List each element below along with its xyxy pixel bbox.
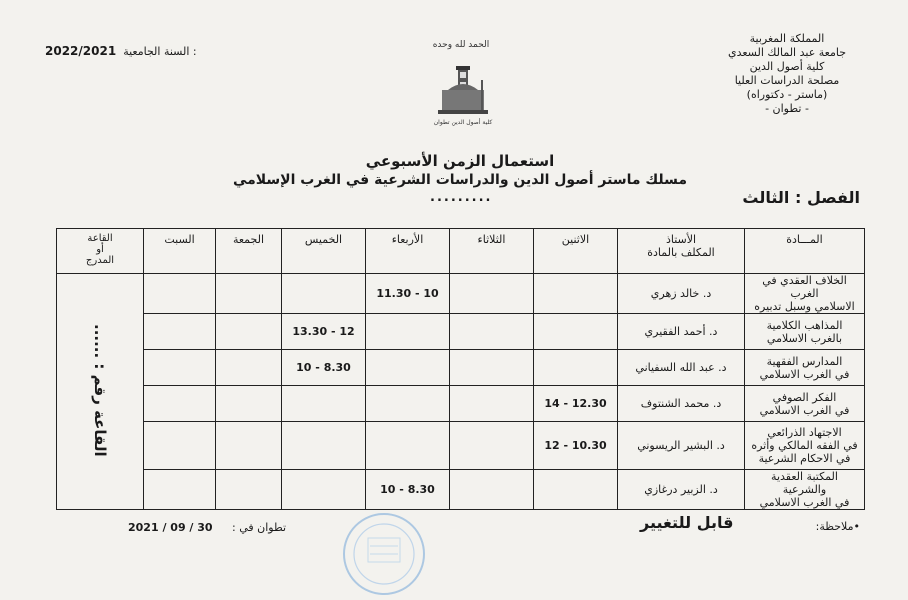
professor-cell: د. محمد الشنتوف (618, 386, 745, 422)
time-cell (144, 314, 216, 350)
header-saturday: السبت (144, 229, 216, 274)
time-cell (216, 314, 282, 350)
time-cell (216, 274, 282, 314)
subject-cell: الاجتهاد الذرائعي في الفقه المالكي وأثره في الاحكام الشرعية (745, 422, 865, 470)
subject-cell: المدارس الفقهية في الغرب الاسلامي (745, 350, 865, 386)
official-stamp (338, 508, 430, 600)
time-cell (534, 350, 618, 386)
place-label: تطوان في : (232, 521, 287, 534)
table-row (57, 386, 865, 422)
professor-cell: د. عبد الله السفياني (618, 350, 745, 386)
time-cell (366, 422, 450, 470)
time-cell (450, 386, 534, 422)
time-cell: 10 - 8.30 (282, 350, 366, 386)
subject-cell: المكتبة العقدية والشرعية في الغرب الاسلامي (745, 470, 865, 510)
header-professor: الأستاذ المكلف بالمادة (618, 229, 745, 274)
time-cell (144, 350, 216, 386)
table-row (57, 350, 865, 386)
time-cell (282, 386, 366, 422)
hall-cell (57, 274, 144, 510)
time-cell (144, 386, 216, 422)
institution-line: جامعة عبد المالك السعدي (727, 46, 847, 59)
time-cell (282, 422, 366, 470)
professor-cell: د. أحمد الفقيري (618, 314, 745, 350)
header-subject: المـــادة (745, 229, 865, 274)
note-label: •ملاحظة: (815, 520, 860, 533)
time-cell (144, 470, 216, 510)
time-cell (282, 274, 366, 314)
date-value: 2021 / 09 / 30 (128, 521, 213, 534)
time-cell: 10 - 8.30 (366, 470, 450, 510)
academic-year-label: السنة الجامعية : (123, 45, 197, 58)
header-hall: القاعة أو المدرج (57, 229, 144, 274)
institution-line: - تطوان - (765, 102, 809, 115)
header-wednesday: الأربعاء (366, 229, 450, 274)
header-monday: الاثنين (534, 229, 618, 274)
time-cell: 11.30 - 10 (366, 274, 450, 314)
institution-line: مصلحة الدراسات العليا (734, 74, 840, 87)
time-cell (366, 350, 450, 386)
table-row (57, 422, 865, 470)
semester-label: الفصل : الثالث (742, 188, 860, 207)
institution-header (702, 32, 872, 116)
institution-line: كلية أصول الدين (749, 60, 825, 73)
time-cell (366, 386, 450, 422)
header-thursday: الخميس (282, 229, 366, 274)
time-cell (366, 314, 450, 350)
time-cell: 13.30 - 12 (282, 314, 366, 350)
subject-cell: الخلاف العقدي في الغرب الاسلامي وسبل تدبيره (745, 274, 865, 314)
page-title: استعمال الزمن الأسبوعي (365, 152, 555, 170)
time-cell (216, 422, 282, 470)
time-cell (450, 422, 534, 470)
time-cell (534, 314, 618, 350)
table-header-row (57, 229, 865, 274)
title-dots: ......... (430, 190, 493, 205)
time-cell (282, 470, 366, 510)
time-cell (450, 350, 534, 386)
professor-cell: د. الزبير درغازي (618, 470, 745, 510)
basmala: الحمد لله وحده (432, 40, 490, 50)
time-cell (450, 274, 534, 314)
institution-line: (ماستر - دكتوراه) (746, 88, 828, 101)
time-cell: 12 - 10.30 (534, 422, 618, 470)
academic-year (45, 44, 197, 58)
professor-cell: د. البشير الريسوني (618, 422, 745, 470)
logo-caption: كلية أصول الدين تطوان (433, 119, 493, 126)
program-title: مسلك ماستر أصول الدين والدراسات الشرعية في الغرب الإسلامي (232, 172, 688, 188)
subject-cell: الفكر الصوفي في الغرب الاسلامي (745, 386, 865, 422)
time-cell (216, 350, 282, 386)
time-cell (450, 470, 534, 510)
time-cell (144, 422, 216, 470)
subject-cell: المذاهب الكلامية بالغرب الاسلامي (745, 314, 865, 350)
time-cell (450, 314, 534, 350)
timetable (56, 228, 865, 510)
academic-year-value: 2022/2021 (45, 44, 117, 58)
time-cell: 14 - 12.30 (534, 386, 618, 422)
professor-cell: د. خالد زهري (618, 274, 745, 314)
institution-line: المملكة المغربية (749, 32, 825, 45)
time-cell (534, 470, 618, 510)
hall-label: القاعة رقم : ...... (91, 323, 109, 457)
note-value: قابل للتغيير (640, 513, 734, 532)
time-cell (534, 274, 618, 314)
table-row (57, 274, 865, 314)
time-cell (216, 470, 282, 510)
table-row (57, 470, 865, 510)
table-row (57, 314, 865, 350)
header-friday: الجمعة (216, 229, 282, 274)
time-cell (144, 274, 216, 314)
faculty-logo (428, 60, 498, 132)
header-tuesday: الثلاثاء (450, 229, 534, 274)
time-cell (216, 386, 282, 422)
